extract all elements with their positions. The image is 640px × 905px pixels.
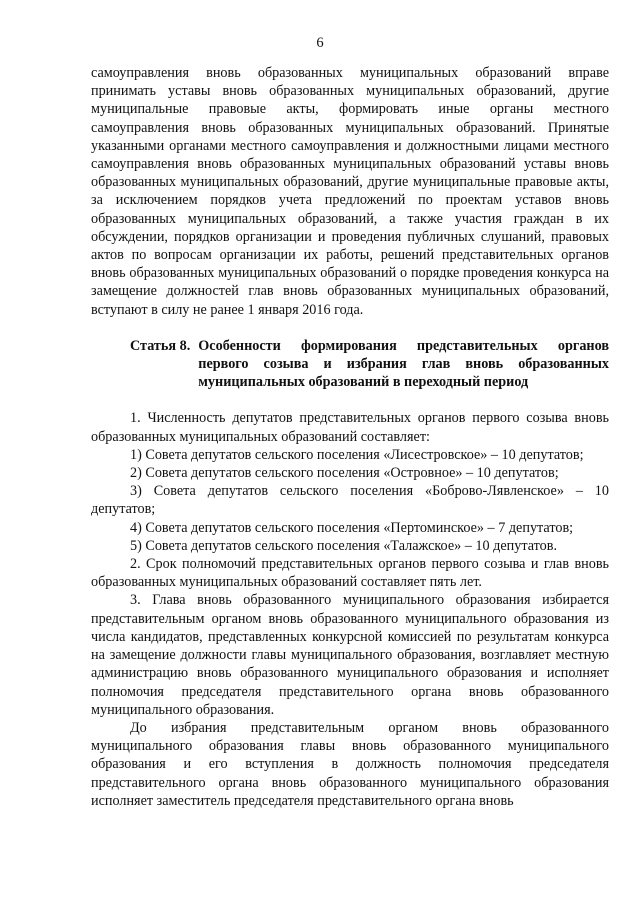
list-item-pertominskoe: 4) Совета депутатов сельского поселения «Пертоминское» – 7 депутатов; bbox=[130, 519, 574, 536]
document-body bbox=[91, 64, 609, 810]
list-item-ostrovnoe: 2) Совета депутатов сельского поселения «Островное» – 10 депутатов; bbox=[130, 465, 559, 482]
list-item-talazhskoe: 5) Совета депутатов сельского поселения «Талажское» – 10 депутатов. bbox=[130, 537, 557, 554]
list-item-bobrovo-lyavlenskoe: 3) Совета депутатов сельского поселения «Боброво-Лявленское» – 10 депутатов; bbox=[91, 483, 609, 518]
paragraph-deputies-count: 1. Численность депутатов представительных органов первого созыва вновь образованных муниципальных образований составляет: bbox=[91, 410, 609, 445]
page-number: 6 bbox=[316, 35, 324, 51]
paragraph-term-of-office: 2. Срок полномочий представительных органов первого созыва и глав вновь образованных муниципальных образований составляет пять лет. bbox=[91, 556, 609, 591]
article-number: Статья 8. bbox=[130, 337, 191, 354]
article-title: Особенности формирования представительных органов первого созыва и избрания глав вновь образованных муниципальных образований в переходный период bbox=[198, 337, 609, 391]
paragraph-head-election: 3. Глава вновь образованного муниципального образования избирается представительным органом вновь образованного муниципального образования из числа кандидатов, представленных конкурсной комиссией по результатам конкурса на замещение должности главы муниципального образования, возглавляет местную администрацию вновь образованного муниципального образования и исполняет полномочия председателя представительного органа вновь образованного муниципального образования. bbox=[91, 592, 609, 718]
paragraph-interim-powers: До избрания представительным органом вновь образованного муниципального образования главы вновь образованного муниципального образования и его вступления в должность полномочия председателя представительного органа вновь образованного муниципального образования исполняет заместитель председателя представительного органа вновь bbox=[91, 719, 609, 809]
article-heading bbox=[91, 337, 609, 392]
list-item-lisestrovskoe: 1) Совета депутатов сельского поселения «Лисестровское» – 10 депутатов; bbox=[130, 446, 584, 463]
intro-paragraph: самоуправления вновь образованных муниципальных образований вправе принимать уставы вновь образованных муниципальных образований, другие муниципальные правовые акты, формировать иные органы местного самоуправления вновь образованных муниципальных образований. Принятые указанными органами местного самоуправления и должностными лицами местного самоуправления вновь образованных муниципальных образований уставы вновь образованных муниципальных образований, другие муниципальные правовые акты, за исключением порядков учета предложений по проектам уставов вновь образованных муниципальных образований, а также участия граждан в их обсуждении, порядков организации и проведения публичных слушаний, правовых актов по вопросам организации их работы, решений представительных органов вновь образованных муниципальных образований о порядке проведения конкурса на замещение должностей глав вновь образованных муниципальных образований, вступают в силу не ранее 1 января 2016 года. bbox=[91, 65, 609, 318]
